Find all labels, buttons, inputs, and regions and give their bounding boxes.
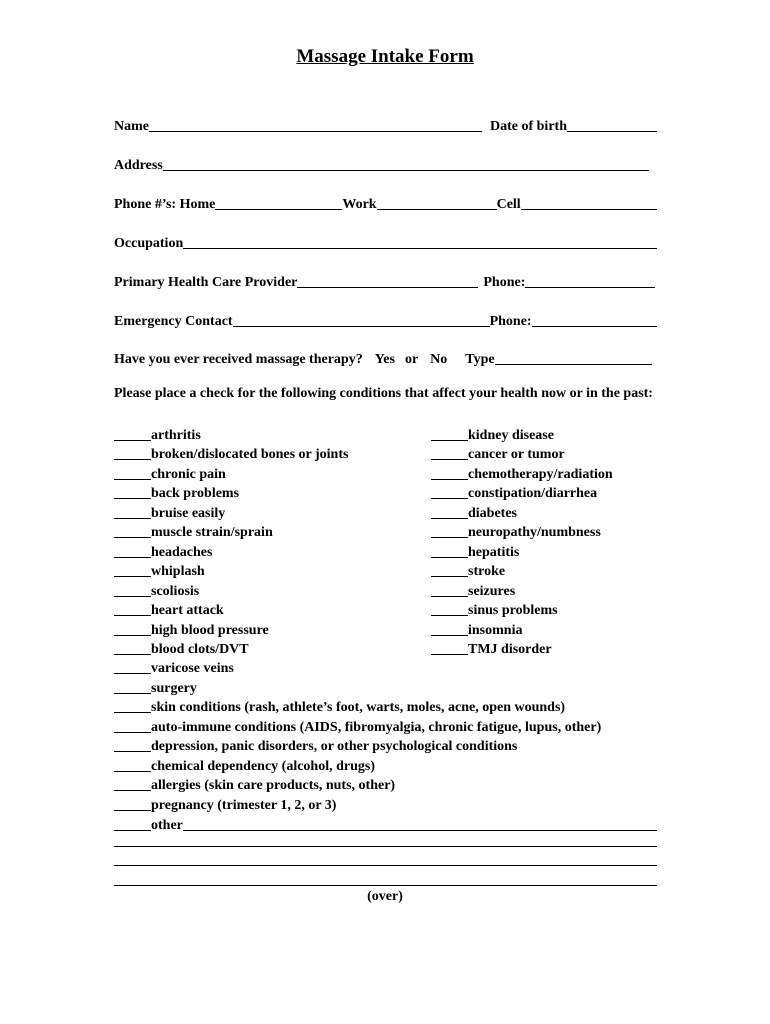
condition-item bbox=[431, 502, 517, 522]
condition-checkbox[interactable] bbox=[114, 601, 151, 616]
condition-label: cancer or tumor bbox=[468, 447, 565, 463]
condition-checkbox[interactable] bbox=[114, 776, 151, 791]
condition-checkbox[interactable] bbox=[114, 445, 151, 460]
other-extra-line-3[interactable] bbox=[114, 885, 657, 886]
phone-home-field[interactable] bbox=[215, 194, 342, 210]
condition-label: constipation/diarrhea bbox=[468, 486, 598, 502]
condition-label: insomnia bbox=[468, 622, 523, 638]
phone-work-field[interactable] bbox=[377, 194, 497, 210]
name-label: Name bbox=[114, 119, 149, 134]
condition-checkbox[interactable] bbox=[431, 504, 468, 519]
condition-checkbox[interactable] bbox=[431, 484, 468, 499]
condition-item bbox=[114, 755, 375, 775]
condition-label: auto-immune conditions (AIDS, fibromyalgia, chronic fatigue, lupus, other) bbox=[151, 719, 602, 735]
provider-label: Primary Health Care Provider bbox=[114, 275, 298, 290]
condition-label: scoliosis bbox=[151, 583, 200, 599]
condition-item bbox=[114, 599, 224, 619]
other-extra-line-1[interactable] bbox=[114, 846, 657, 847]
emergency-phone-label: Phone: bbox=[489, 314, 532, 329]
condition-checkbox[interactable] bbox=[431, 562, 468, 577]
yes-option[interactable]: Yes bbox=[374, 352, 395, 367]
condition-label: arthritis bbox=[151, 428, 201, 443]
condition-checkbox[interactable] bbox=[114, 796, 151, 811]
condition-label: allergies (skin care products, nuts, other) bbox=[151, 778, 396, 794]
address-row bbox=[114, 153, 649, 174]
condition-checkbox[interactable] bbox=[431, 445, 468, 460]
occupation-label: Occupation bbox=[114, 236, 184, 251]
condition-item bbox=[114, 638, 249, 658]
condition-item bbox=[114, 463, 226, 483]
condition-label: skin conditions (rash, athlete’s foot, warts, moles, acne, open wounds) bbox=[151, 700, 566, 716]
condition-label: pregnancy (trimester 1, 2, or 3) bbox=[151, 797, 337, 813]
condition-item bbox=[114, 619, 269, 639]
condition-item bbox=[114, 735, 517, 755]
condition-label: stroke bbox=[468, 564, 506, 580]
other-label: other bbox=[151, 818, 183, 833]
condition-item bbox=[431, 424, 554, 444]
phone-work-label: Work bbox=[342, 197, 377, 212]
condition-checkbox[interactable] bbox=[431, 621, 468, 636]
condition-label: surgery bbox=[151, 680, 197, 696]
condition-item bbox=[114, 677, 197, 697]
condition-checkbox[interactable] bbox=[114, 562, 151, 577]
condition-label: diabetes bbox=[468, 505, 517, 521]
phone-cell-field[interactable] bbox=[521, 194, 657, 210]
emergency-row bbox=[114, 309, 657, 330]
dob-field[interactable] bbox=[567, 116, 657, 132]
or-label: or bbox=[404, 352, 419, 367]
condition-label: chemotherapy/radiation bbox=[468, 466, 613, 482]
condition-label: blood clots/DVT bbox=[151, 641, 249, 657]
condition-item bbox=[431, 443, 565, 463]
condition-checkbox[interactable] bbox=[114, 426, 151, 441]
condition-checkbox[interactable] bbox=[431, 640, 468, 655]
condition-item bbox=[114, 560, 205, 580]
condition-checkbox[interactable] bbox=[114, 659, 151, 674]
condition-checkbox[interactable] bbox=[114, 757, 151, 772]
condition-item bbox=[431, 521, 601, 541]
condition-item bbox=[114, 794, 336, 814]
phone-row bbox=[114, 192, 657, 213]
condition-item bbox=[114, 424, 201, 444]
condition-item bbox=[114, 657, 234, 677]
dob-label: Date of birth bbox=[490, 119, 567, 134]
provider-field[interactable] bbox=[297, 272, 478, 288]
condition-item bbox=[431, 482, 597, 502]
condition-label: bruise easily bbox=[151, 505, 226, 521]
condition-label: seizures bbox=[468, 583, 516, 599]
condition-item bbox=[114, 482, 239, 502]
other-row bbox=[114, 813, 657, 834]
condition-label: broken/dislocated bones or joints bbox=[151, 447, 349, 463]
condition-item bbox=[114, 502, 225, 522]
condition-item bbox=[114, 774, 395, 794]
condition-label: neuropathy/numbness bbox=[468, 525, 601, 541]
condition-checkbox[interactable] bbox=[431, 582, 468, 597]
condition-checkbox[interactable] bbox=[431, 523, 468, 538]
condition-item bbox=[431, 580, 515, 600]
condition-checkbox[interactable] bbox=[114, 465, 151, 480]
provider-phone-label: Phone: bbox=[483, 275, 526, 290]
condition-checkbox[interactable] bbox=[114, 523, 151, 538]
provider-row bbox=[114, 270, 655, 291]
condition-item bbox=[431, 463, 613, 483]
condition-checkbox[interactable] bbox=[431, 465, 468, 480]
form-title: Massage Intake Form bbox=[296, 46, 474, 67]
condition-label: muscle strain/sprain bbox=[151, 525, 273, 541]
condition-checkbox[interactable] bbox=[114, 543, 151, 558]
provider-phone-field[interactable] bbox=[525, 272, 655, 288]
condition-checkbox[interactable] bbox=[114, 718, 151, 733]
condition-label: whiplash bbox=[151, 564, 205, 580]
phone-home-label: Phone #’s: Home bbox=[114, 197, 216, 212]
address-field[interactable] bbox=[163, 155, 649, 171]
other-field[interactable] bbox=[183, 815, 657, 831]
other-extra-line-2[interactable] bbox=[114, 865, 657, 866]
condition-checkbox[interactable] bbox=[114, 698, 151, 713]
condition-checkbox[interactable] bbox=[114, 737, 151, 752]
condition-item bbox=[114, 521, 273, 541]
condition-label: chemical dependency (alcohol, drugs) bbox=[151, 758, 375, 774]
condition-checkbox[interactable] bbox=[114, 621, 151, 636]
condition-item bbox=[431, 541, 519, 561]
condition-label: headaches bbox=[151, 544, 213, 560]
condition-item bbox=[431, 599, 558, 619]
occupation-row bbox=[114, 231, 657, 252]
condition-item bbox=[431, 560, 505, 580]
massage-question: Have you ever received massage therapy? bbox=[114, 352, 363, 367]
conditions-intro: Please place a check for the following conditions that affect your health now or in the past: bbox=[114, 386, 653, 401]
condition-label: TMJ disorder bbox=[468, 641, 552, 657]
condition-label: high blood pressure bbox=[151, 622, 269, 638]
no-option[interactable]: No bbox=[430, 352, 448, 367]
condition-label: hepatitis bbox=[468, 544, 520, 560]
condition-checkbox[interactable] bbox=[431, 601, 468, 616]
condition-item bbox=[431, 619, 522, 639]
type-field[interactable] bbox=[495, 349, 652, 365]
phone-cell-label: Cell bbox=[496, 197, 521, 212]
condition-item bbox=[114, 443, 348, 463]
condition-checkbox[interactable] bbox=[431, 426, 468, 441]
emergency-phone-field[interactable] bbox=[532, 311, 657, 327]
condition-checkbox[interactable] bbox=[114, 640, 151, 655]
condition-item bbox=[431, 638, 552, 658]
condition-checkbox[interactable] bbox=[431, 543, 468, 558]
emergency-label: Emergency Contact bbox=[114, 314, 233, 329]
condition-label: depression, panic disorders, or other psychological conditions bbox=[151, 739, 518, 755]
condition-item bbox=[114, 541, 212, 561]
condition-label: sinus problems bbox=[468, 603, 558, 619]
name-row bbox=[114, 114, 657, 135]
condition-checkbox[interactable] bbox=[114, 504, 151, 519]
emergency-field[interactable] bbox=[233, 311, 490, 327]
condition-checkbox[interactable] bbox=[114, 484, 151, 499]
condition-label: heart attack bbox=[151, 603, 224, 619]
address-label: Address bbox=[114, 158, 163, 173]
occupation-field[interactable] bbox=[183, 233, 657, 249]
condition-label: back problems bbox=[151, 486, 240, 502]
other-checkbox[interactable] bbox=[114, 816, 151, 831]
type-label: Type bbox=[465, 352, 495, 367]
condition-item bbox=[114, 716, 601, 736]
condition-item bbox=[114, 580, 199, 600]
condition-item bbox=[114, 696, 565, 716]
condition-label: chronic pain bbox=[151, 466, 226, 482]
name-field[interactable] bbox=[149, 116, 482, 132]
condition-checkbox[interactable] bbox=[114, 679, 151, 694]
over-note: (over) bbox=[367, 889, 403, 904]
massage-question-row bbox=[114, 347, 652, 368]
condition-checkbox[interactable] bbox=[114, 582, 151, 597]
condition-label: varicose veins bbox=[151, 661, 234, 677]
condition-label: kidney disease bbox=[468, 428, 554, 443]
